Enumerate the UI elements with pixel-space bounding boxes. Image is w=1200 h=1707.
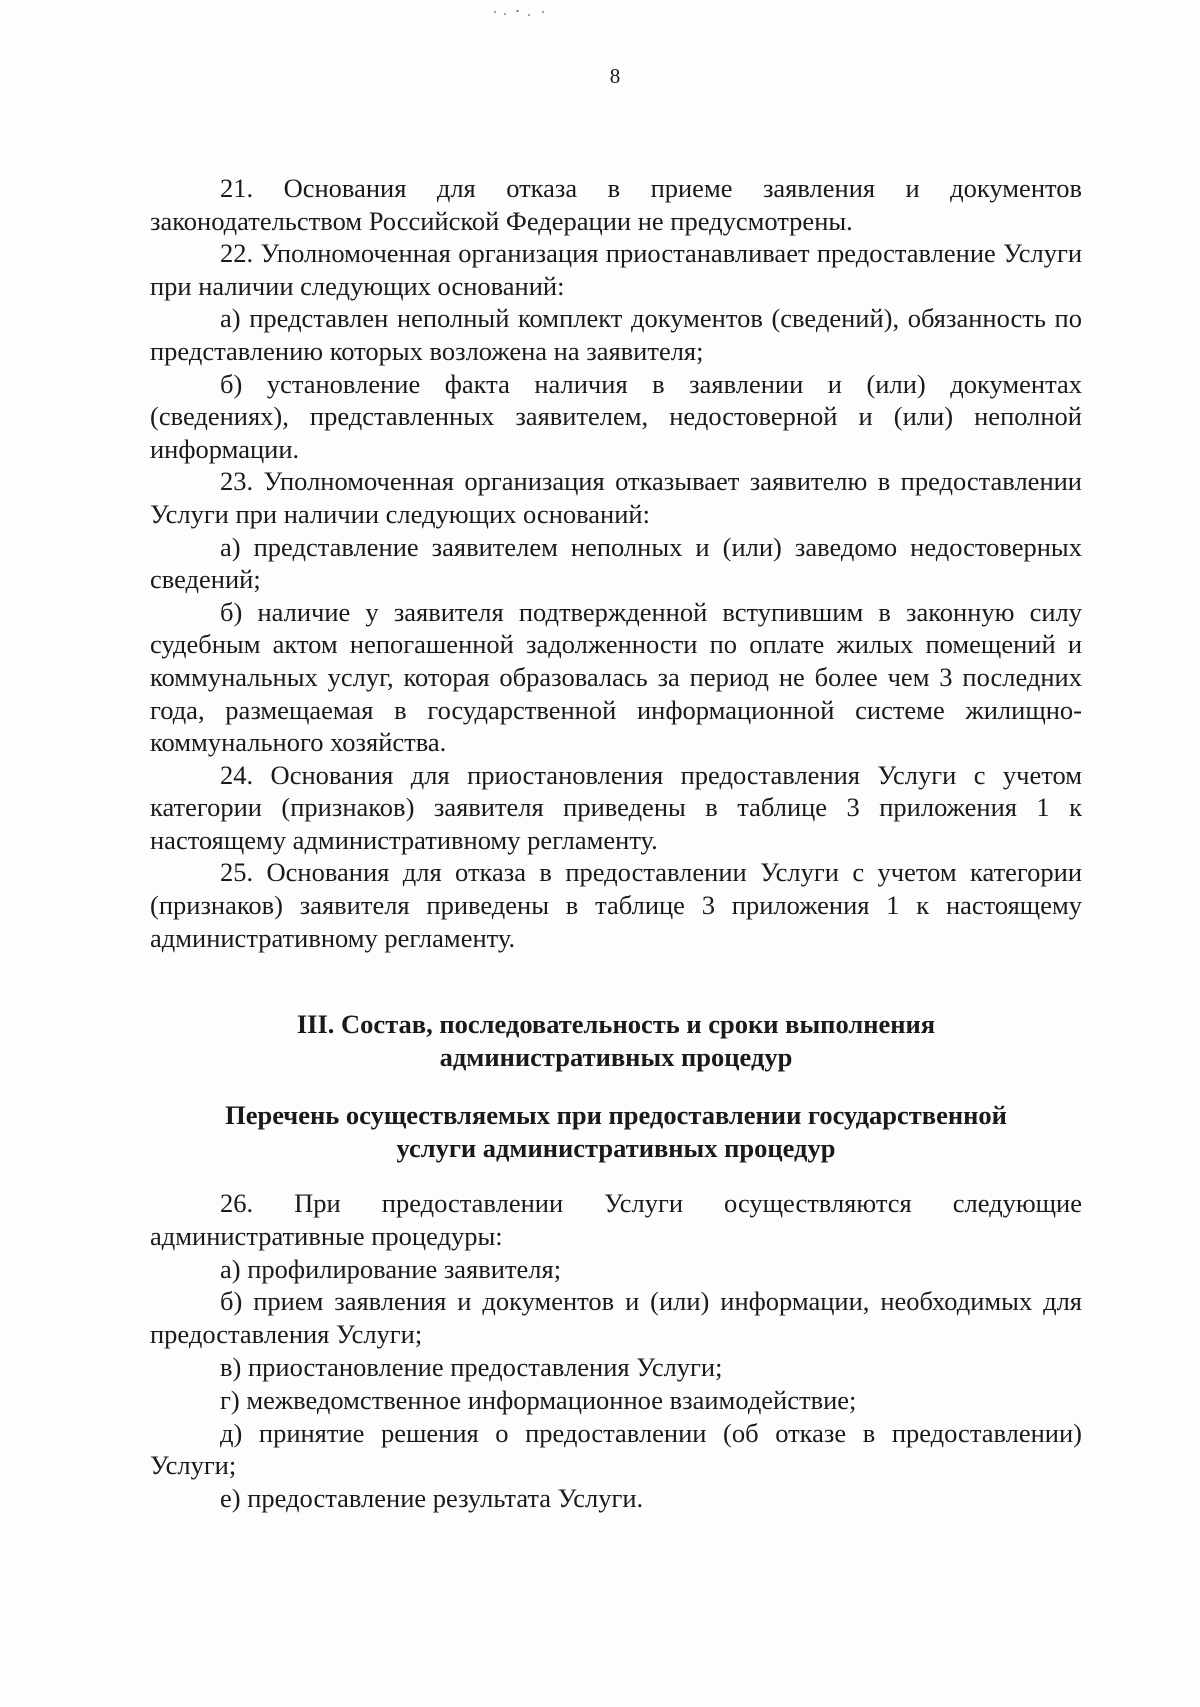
paragraph-26v: в) приостановление предоставления Услуги;: [220, 1351, 723, 1382]
paragraph-23b: б) наличие у заявителя подтвержденной вступившим в законную силу судебным актом непогашенной задолженности по оплате жилых помещений и коммунальных услуг, которая образовалась за период не более чем 3 последних года, размещаемая в государственной информационной системе жилищно-коммунального хозяйства.: [150, 596, 1082, 758]
paragraph-26d: д) принятие решения о предоставлении (об отказе в предоставлении) Услуги;: [150, 1417, 1082, 1481]
section-heading-line-1: III. Состав, последовательность и сроки выполнения: [296, 1009, 936, 1039]
subsection-heading: [150, 1099, 1082, 1165]
paragraph-26a: а) профилирование заявителя;: [220, 1253, 562, 1284]
paragraph-21: 21. Основания для отказа в приеме заявления и документов законодательством Российской Федерации не предусмотрены.: [150, 173, 1082, 236]
section-heading: [150, 1008, 1082, 1074]
paragraph-26b: б) прием заявления и документов и (или) информации, необходимых для предоставления Услуги;: [150, 1286, 1082, 1350]
paragraph-26g: г) межведомственное информационное взаимодействие;: [220, 1384, 857, 1415]
subsection-heading-line-1: Перечень осуществляемых при предоставлении государственной: [225, 1100, 1007, 1130]
paragraph-24: 24. Основания для приостановления предоставления Услуги с учетом категории (признаков) заявителя приведены в таблице 3 приложения 1 к настоящему административному регламенту.: [150, 759, 1082, 855]
paragraph-22b: б) установление факта наличия в заявлении и (или) документах (сведениях), представленных заявителем, недостоверной и (или) неполной информации.: [150, 368, 1082, 464]
paragraph-22: 22. Уполномоченная организация приостанавливает предоставление Услуги при наличии следующих оснований:: [150, 238, 1082, 301]
subsection-heading-line-2: услуги административных процедур: [396, 1133, 836, 1163]
scan-artifact: [490, 8, 560, 18]
paragraph-26: 26. При предоставлении Услуги осуществляются следующие административные процедуры:: [150, 1188, 1082, 1251]
paragraph-23: 23. Уполномоченная организация отказывает заявителю в предоставлении Услуги при наличии следующих оснований:: [150, 466, 1082, 529]
paragraph-26e: е) предоставление результата Услуги.: [220, 1483, 644, 1514]
paragraph-25: 25. Основания для отказа в предоставлении Услуги с учетом категории (признаков) заявителя приведены в таблице 3 приложения 1 к настоящему административному регламенту.: [150, 857, 1082, 953]
page-number: 8: [609, 64, 621, 88]
paragraph-22a: а) представлен неполный комплект документов (сведений), обязанность по представлению которых возложена на заявителя;: [150, 303, 1082, 366]
section-heading-line-2: административных процедур: [439, 1042, 793, 1072]
body-text-block-2: [150, 1187, 1082, 1515]
body-text-block-1: [150, 172, 1082, 954]
paragraph-23a: а) представление заявителем неполных и (или) заведомо недостоверных сведений;: [150, 531, 1082, 595]
